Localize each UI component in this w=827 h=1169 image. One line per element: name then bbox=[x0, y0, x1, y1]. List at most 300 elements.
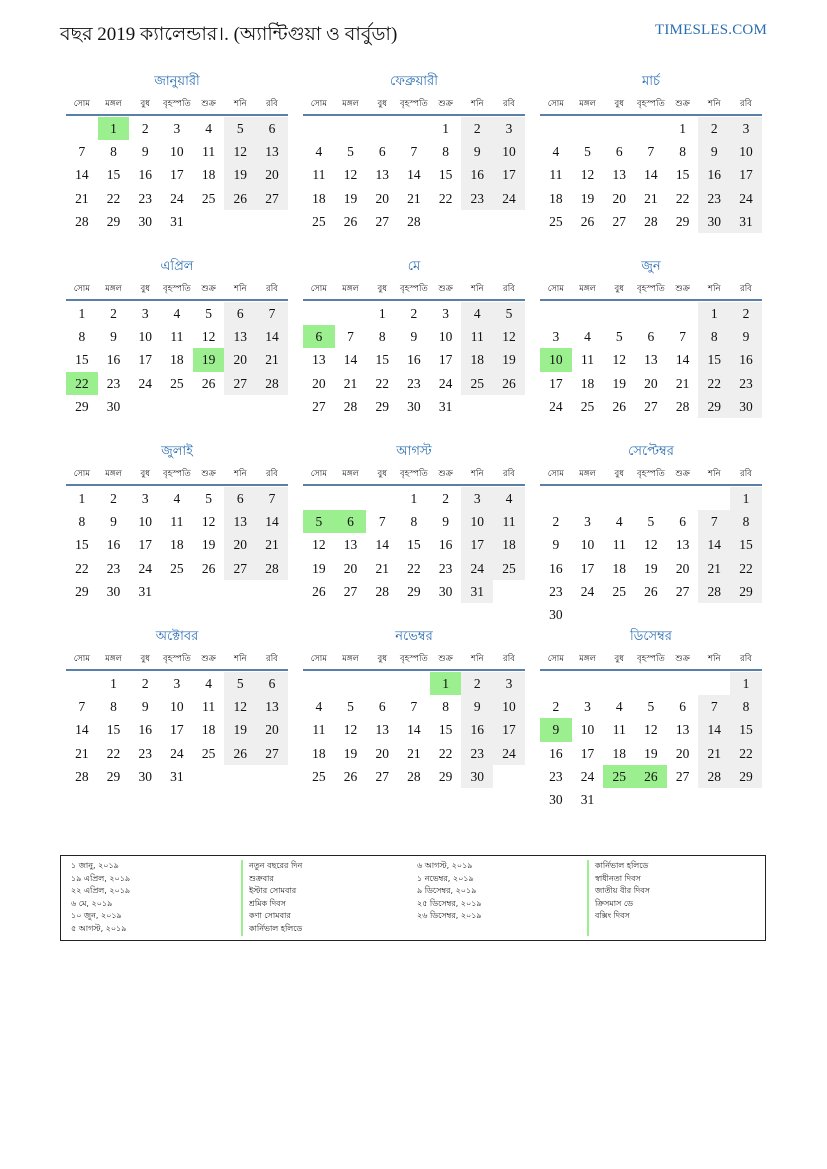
day-cell[interactable]: 12 bbox=[644, 537, 658, 553]
day-cell[interactable]: 1 bbox=[110, 676, 117, 691]
day-cell[interactable]: 30 bbox=[549, 791, 563, 807]
day-cell[interactable]: 25 bbox=[201, 745, 216, 761]
day-cell[interactable]: 29 bbox=[675, 213, 690, 229]
day-cell[interactable]: 17 bbox=[461, 533, 493, 556]
day-cell[interactable]: 22 bbox=[407, 560, 421, 576]
day-cell[interactable]: 24 bbox=[493, 742, 525, 765]
day-cell[interactable]: 20 bbox=[312, 375, 326, 391]
holiday-day-cell[interactable]: 25 bbox=[603, 765, 635, 788]
day-cell[interactable]: 17 bbox=[730, 163, 762, 186]
day-cell[interactable]: 4 bbox=[173, 306, 181, 321]
day-cell[interactable]: 22 bbox=[106, 745, 121, 761]
day-cell[interactable]: 28 bbox=[256, 372, 288, 395]
day-cell[interactable]: 27 bbox=[675, 583, 690, 599]
day-cell[interactable]: 19 bbox=[343, 190, 358, 206]
day-cell[interactable]: 31 bbox=[438, 398, 453, 414]
day-cell[interactable]: 1 bbox=[78, 491, 86, 506]
day-cell[interactable]: 23 bbox=[407, 375, 421, 391]
day-cell[interactable]: 19 bbox=[644, 745, 658, 761]
day-cell[interactable]: 15 bbox=[375, 352, 389, 368]
day-cell[interactable]: 16 bbox=[698, 163, 730, 186]
day-cell[interactable]: 10 bbox=[493, 140, 525, 163]
day-cell[interactable]: 9 bbox=[698, 140, 730, 163]
day-cell[interactable]: 30 bbox=[549, 606, 563, 622]
day-cell[interactable]: 5 bbox=[493, 302, 525, 325]
day-cell[interactable]: 29 bbox=[375, 398, 389, 414]
day-cell[interactable]: 19 bbox=[343, 745, 358, 761]
day-cell[interactable]: 28 bbox=[375, 583, 389, 599]
day-cell[interactable]: 14 bbox=[698, 533, 730, 556]
day-cell[interactable]: 13 bbox=[343, 537, 358, 553]
day-cell[interactable]: 3 bbox=[493, 117, 525, 140]
day-cell[interactable]: 1 bbox=[378, 306, 386, 321]
day-cell[interactable]: 24 bbox=[580, 768, 595, 784]
day-cell[interactable]: 30 bbox=[138, 768, 152, 784]
day-cell[interactable]: 6 bbox=[378, 144, 386, 160]
day-cell[interactable]: 11 bbox=[581, 352, 595, 368]
day-cell[interactable]: 14 bbox=[343, 352, 358, 368]
day-cell[interactable]: 9 bbox=[461, 695, 493, 718]
day-cell[interactable]: 21 bbox=[256, 533, 288, 556]
day-cell[interactable]: 26 bbox=[201, 375, 216, 391]
day-cell[interactable]: 7 bbox=[347, 329, 354, 345]
day-cell[interactable]: 18 bbox=[612, 745, 626, 761]
day-cell[interactable]: 4 bbox=[173, 491, 181, 506]
day-cell[interactable]: 17 bbox=[580, 560, 595, 576]
day-cell[interactable]: 3 bbox=[584, 514, 591, 530]
day-cell[interactable]: 26 bbox=[224, 742, 256, 765]
day-cell[interactable]: 17 bbox=[170, 167, 184, 183]
holiday-day-cell[interactable]: 10 bbox=[540, 348, 572, 371]
day-cell[interactable]: 18 bbox=[549, 190, 563, 206]
day-cell[interactable]: 22 bbox=[438, 190, 453, 206]
day-cell[interactable]: 2 bbox=[461, 117, 493, 140]
day-cell[interactable]: 24 bbox=[549, 398, 563, 414]
day-cell[interactable]: 23 bbox=[138, 190, 152, 206]
day-cell[interactable]: 31 bbox=[138, 583, 152, 599]
day-cell[interactable]: 18 bbox=[312, 190, 326, 206]
day-cell[interactable]: 16 bbox=[549, 560, 563, 576]
day-cell[interactable]: 22 bbox=[698, 372, 730, 395]
day-cell[interactable]: 7 bbox=[78, 699, 86, 715]
day-cell[interactable]: 23 bbox=[461, 742, 493, 765]
holiday-day-cell[interactable]: 22 bbox=[66, 372, 98, 395]
day-cell[interactable]: 14 bbox=[407, 722, 421, 738]
day-cell[interactable]: 18 bbox=[312, 745, 326, 761]
day-cell[interactable]: 12 bbox=[580, 167, 595, 183]
day-cell[interactable]: 5 bbox=[347, 144, 354, 160]
day-cell[interactable]: 16 bbox=[730, 348, 762, 371]
holiday-day-cell[interactable]: 26 bbox=[635, 765, 667, 788]
day-cell[interactable]: 25 bbox=[170, 375, 184, 391]
day-cell[interactable]: 13 bbox=[644, 352, 658, 368]
day-cell[interactable]: 14 bbox=[675, 352, 690, 368]
day-cell[interactable]: 28 bbox=[698, 765, 730, 788]
day-cell[interactable]: 9 bbox=[110, 514, 117, 530]
day-cell[interactable]: 4 bbox=[461, 302, 493, 325]
holiday-day-cell[interactable]: 6 bbox=[335, 510, 367, 533]
day-cell[interactable]: 16 bbox=[106, 352, 121, 368]
day-cell[interactable]: 9 bbox=[442, 514, 449, 530]
day-cell[interactable]: 17 bbox=[493, 163, 525, 186]
day-cell[interactable]: 18 bbox=[461, 348, 493, 371]
day-cell[interactable]: 23 bbox=[549, 768, 563, 784]
day-cell[interactable]: 15 bbox=[698, 348, 730, 371]
day-cell[interactable]: 20 bbox=[224, 348, 256, 371]
day-cell[interactable]: 24 bbox=[580, 583, 595, 599]
day-cell[interactable]: 20 bbox=[675, 745, 690, 761]
day-cell[interactable]: 23 bbox=[730, 372, 762, 395]
day-cell[interactable]: 5 bbox=[224, 117, 256, 140]
day-cell[interactable]: 28 bbox=[75, 213, 89, 229]
day-cell[interactable]: 19 bbox=[580, 190, 595, 206]
day-cell[interactable]: 16 bbox=[407, 352, 421, 368]
day-cell[interactable]: 24 bbox=[138, 375, 152, 391]
day-cell[interactable]: 14 bbox=[698, 718, 730, 741]
day-cell[interactable]: 3 bbox=[461, 487, 493, 510]
day-cell[interactable]: 11 bbox=[312, 722, 326, 738]
day-cell[interactable]: 6 bbox=[224, 487, 256, 510]
day-cell[interactable]: 17 bbox=[438, 352, 453, 368]
day-cell[interactable]: 29 bbox=[407, 583, 421, 599]
day-cell[interactable]: 7 bbox=[410, 144, 418, 160]
day-cell[interactable]: 11 bbox=[612, 537, 626, 553]
day-cell[interactable]: 22 bbox=[730, 742, 762, 765]
day-cell[interactable]: 2 bbox=[698, 117, 730, 140]
day-cell[interactable]: 18 bbox=[170, 537, 184, 553]
day-cell[interactable]: 31 bbox=[461, 580, 493, 603]
day-cell[interactable]: 16 bbox=[549, 745, 563, 761]
day-cell[interactable]: 12 bbox=[343, 722, 358, 738]
day-cell[interactable]: 15 bbox=[407, 537, 421, 553]
day-cell[interactable]: 29 bbox=[75, 398, 89, 414]
day-cell[interactable]: 30 bbox=[106, 398, 121, 414]
day-cell[interactable]: 27 bbox=[644, 398, 658, 414]
day-cell[interactable]: 9 bbox=[141, 699, 149, 715]
day-cell[interactable]: 30 bbox=[461, 765, 493, 788]
day-cell[interactable]: 20 bbox=[375, 745, 389, 761]
day-cell[interactable]: 24 bbox=[730, 187, 762, 210]
day-cell[interactable]: 27 bbox=[256, 742, 288, 765]
day-cell[interactable]: 1 bbox=[679, 121, 686, 136]
day-cell[interactable]: 29 bbox=[698, 395, 730, 418]
day-cell[interactable]: 21 bbox=[407, 190, 421, 206]
day-cell[interactable]: 12 bbox=[201, 514, 216, 530]
day-cell[interactable]: 7 bbox=[410, 699, 418, 715]
day-cell[interactable]: 27 bbox=[375, 768, 389, 784]
day-cell[interactable]: 9 bbox=[110, 329, 117, 345]
day-cell[interactable]: 11 bbox=[170, 514, 184, 530]
day-cell[interactable]: 22 bbox=[675, 190, 690, 206]
day-cell[interactable]: 15 bbox=[730, 718, 762, 741]
day-cell[interactable]: 4 bbox=[315, 699, 323, 715]
day-cell[interactable]: 13 bbox=[675, 537, 690, 553]
day-cell[interactable]: 25 bbox=[493, 557, 525, 580]
day-cell[interactable]: 12 bbox=[224, 695, 256, 718]
day-cell[interactable]: 23 bbox=[106, 375, 121, 391]
day-cell[interactable]: 4 bbox=[552, 144, 560, 160]
day-cell[interactable]: 15 bbox=[438, 722, 453, 738]
day-cell[interactable]: 24 bbox=[493, 187, 525, 210]
day-cell[interactable]: 30 bbox=[138, 213, 152, 229]
day-cell[interactable]: 28 bbox=[407, 768, 421, 784]
day-cell[interactable]: 1 bbox=[410, 491, 418, 506]
day-cell[interactable]: 7 bbox=[698, 510, 730, 533]
day-cell[interactable]: 15 bbox=[75, 352, 89, 368]
day-cell[interactable]: 22 bbox=[375, 375, 389, 391]
day-cell[interactable]: 31 bbox=[170, 213, 184, 229]
day-cell[interactable]: 19 bbox=[493, 348, 525, 371]
day-cell[interactable]: 2 bbox=[410, 306, 418, 321]
day-cell[interactable]: 18 bbox=[493, 533, 525, 556]
day-cell[interactable]: 13 bbox=[675, 722, 690, 738]
day-cell[interactable]: 18 bbox=[170, 352, 184, 368]
day-cell[interactable]: 16 bbox=[438, 537, 453, 553]
day-cell[interactable]: 23 bbox=[438, 560, 453, 576]
day-cell[interactable]: 23 bbox=[698, 187, 730, 210]
day-cell[interactable]: 7 bbox=[78, 144, 86, 160]
day-cell[interactable]: 3 bbox=[442, 306, 449, 321]
day-cell[interactable]: 21 bbox=[698, 557, 730, 580]
day-cell[interactable]: 12 bbox=[312, 537, 326, 553]
day-cell[interactable]: 19 bbox=[312, 560, 326, 576]
day-cell[interactable]: 6 bbox=[256, 117, 288, 140]
day-cell[interactable]: 25 bbox=[461, 372, 493, 395]
day-cell[interactable]: 10 bbox=[170, 144, 184, 160]
day-cell[interactable]: 28 bbox=[698, 580, 730, 603]
day-cell[interactable]: 7 bbox=[647, 144, 655, 160]
day-cell[interactable]: 6 bbox=[679, 699, 686, 715]
day-cell[interactable]: 3 bbox=[173, 121, 181, 136]
day-cell[interactable]: 11 bbox=[170, 329, 184, 345]
day-cell[interactable]: 12 bbox=[644, 722, 658, 738]
day-cell[interactable]: 30 bbox=[407, 398, 421, 414]
day-cell[interactable]: 7 bbox=[256, 302, 288, 325]
day-cell[interactable]: 6 bbox=[224, 302, 256, 325]
day-cell[interactable]: 10 bbox=[170, 699, 184, 715]
day-cell[interactable]: 20 bbox=[375, 190, 389, 206]
day-cell[interactable]: 16 bbox=[106, 537, 121, 553]
day-cell[interactable]: 18 bbox=[201, 722, 216, 738]
day-cell[interactable]: 18 bbox=[201, 167, 216, 183]
day-cell[interactable]: 27 bbox=[312, 398, 326, 414]
day-cell[interactable]: 6 bbox=[679, 514, 686, 530]
day-cell[interactable]: 17 bbox=[170, 722, 184, 738]
day-cell[interactable]: 8 bbox=[110, 699, 117, 715]
day-cell[interactable]: 27 bbox=[256, 187, 288, 210]
day-cell[interactable]: 8 bbox=[730, 510, 762, 533]
day-cell[interactable]: 29 bbox=[438, 768, 453, 784]
day-cell[interactable]: 30 bbox=[698, 210, 730, 233]
day-cell[interactable]: 2 bbox=[552, 514, 560, 530]
day-cell[interactable]: 28 bbox=[675, 398, 690, 414]
day-cell[interactable]: 29 bbox=[106, 213, 121, 229]
day-cell[interactable]: 13 bbox=[256, 140, 288, 163]
day-cell[interactable]: 31 bbox=[170, 768, 184, 784]
day-cell[interactable]: 3 bbox=[141, 491, 149, 506]
day-cell[interactable]: 10 bbox=[580, 537, 595, 553]
day-cell[interactable]: 20 bbox=[256, 163, 288, 186]
day-cell[interactable]: 28 bbox=[75, 768, 89, 784]
day-cell[interactable]: 24 bbox=[170, 190, 184, 206]
day-cell[interactable]: 4 bbox=[615, 514, 623, 530]
day-cell[interactable]: 1 bbox=[730, 672, 762, 695]
day-cell[interactable]: 1 bbox=[698, 302, 730, 325]
day-cell[interactable]: 13 bbox=[224, 510, 256, 533]
holiday-day-cell[interactable]: 1 bbox=[98, 117, 130, 140]
day-cell[interactable]: 10 bbox=[438, 329, 453, 345]
holiday-day-cell[interactable]: 19 bbox=[193, 348, 225, 371]
day-cell[interactable]: 24 bbox=[438, 375, 453, 391]
day-cell[interactable]: 27 bbox=[612, 213, 626, 229]
day-cell[interactable]: 19 bbox=[612, 375, 626, 391]
day-cell[interactable]: 26 bbox=[493, 372, 525, 395]
day-cell[interactable]: 9 bbox=[141, 144, 149, 160]
day-cell[interactable]: 18 bbox=[612, 560, 626, 576]
day-cell[interactable]: 4 bbox=[205, 676, 212, 691]
day-cell[interactable]: 25 bbox=[312, 213, 326, 229]
day-cell[interactable]: 26 bbox=[612, 398, 626, 414]
day-cell[interactable]: 5 bbox=[647, 514, 655, 530]
day-cell[interactable]: 2 bbox=[461, 672, 493, 695]
day-cell[interactable]: 26 bbox=[312, 583, 326, 599]
day-cell[interactable]: 26 bbox=[644, 583, 658, 599]
day-cell[interactable]: 8 bbox=[378, 329, 386, 345]
day-cell[interactable]: 8 bbox=[698, 325, 730, 348]
day-cell[interactable]: 27 bbox=[343, 583, 358, 599]
day-cell[interactable]: 29 bbox=[730, 765, 762, 788]
day-cell[interactable]: 17 bbox=[549, 375, 563, 391]
brand-link[interactable]: TIMESLES.COM bbox=[655, 22, 767, 38]
day-cell[interactable]: 27 bbox=[224, 372, 256, 395]
day-cell[interactable]: 20 bbox=[644, 375, 658, 391]
day-cell[interactable]: 11 bbox=[493, 510, 525, 533]
day-cell[interactable]: 6 bbox=[615, 144, 623, 160]
day-cell[interactable]: 7 bbox=[256, 487, 288, 510]
day-cell[interactable]: 14 bbox=[75, 722, 89, 738]
day-cell[interactable]: 4 bbox=[315, 144, 323, 160]
day-cell[interactable]: 7 bbox=[679, 329, 686, 345]
day-cell[interactable]: 25 bbox=[612, 583, 626, 599]
day-cell[interactable]: 5 bbox=[347, 699, 354, 715]
day-cell[interactable]: 10 bbox=[461, 510, 493, 533]
day-cell[interactable]: 21 bbox=[375, 560, 389, 576]
day-cell[interactable]: 10 bbox=[138, 329, 152, 345]
holiday-day-cell[interactable]: 5 bbox=[303, 510, 335, 533]
day-cell[interactable]: 9 bbox=[461, 140, 493, 163]
day-cell[interactable]: 11 bbox=[202, 699, 216, 715]
day-cell[interactable]: 14 bbox=[75, 167, 89, 183]
day-cell[interactable]: 2 bbox=[110, 491, 117, 506]
day-cell[interactable]: 26 bbox=[343, 768, 358, 784]
day-cell[interactable]: 8 bbox=[442, 144, 449, 160]
day-cell[interactable]: 31 bbox=[730, 210, 762, 233]
day-cell[interactable]: 11 bbox=[549, 167, 563, 183]
day-cell[interactable]: 30 bbox=[438, 583, 453, 599]
day-cell[interactable]: 29 bbox=[106, 768, 121, 784]
day-cell[interactable]: 1 bbox=[78, 306, 86, 321]
day-cell[interactable]: 14 bbox=[644, 167, 658, 183]
day-cell[interactable]: 6 bbox=[378, 699, 386, 715]
day-cell[interactable]: 3 bbox=[493, 672, 525, 695]
day-cell[interactable]: 18 bbox=[580, 375, 595, 391]
day-cell[interactable]: 26 bbox=[224, 187, 256, 210]
day-cell[interactable]: 6 bbox=[256, 672, 288, 695]
day-cell[interactable]: 16 bbox=[138, 167, 152, 183]
day-cell[interactable]: 14 bbox=[256, 325, 288, 348]
day-cell[interactable]: 15 bbox=[675, 167, 690, 183]
day-cell[interactable]: 21 bbox=[698, 742, 730, 765]
day-cell[interactable]: 1 bbox=[442, 121, 449, 136]
day-cell[interactable]: 22 bbox=[730, 557, 762, 580]
day-cell[interactable]: 15 bbox=[106, 167, 121, 183]
day-cell[interactable]: 8 bbox=[410, 514, 418, 530]
day-cell[interactable]: 19 bbox=[201, 537, 216, 553]
day-cell[interactable]: 14 bbox=[375, 537, 389, 553]
day-cell[interactable]: 4 bbox=[615, 699, 623, 715]
day-cell[interactable]: 2 bbox=[141, 121, 149, 136]
day-cell[interactable]: 22 bbox=[438, 745, 453, 761]
day-cell[interactable]: 9 bbox=[730, 325, 762, 348]
day-cell[interactable]: 19 bbox=[644, 560, 658, 576]
day-cell[interactable]: 30 bbox=[106, 583, 121, 599]
day-cell[interactable]: 10 bbox=[730, 140, 762, 163]
day-cell[interactable]: 21 bbox=[407, 745, 421, 761]
day-cell[interactable]: 5 bbox=[205, 491, 212, 506]
day-cell[interactable]: 12 bbox=[201, 329, 216, 345]
day-cell[interactable]: 7 bbox=[698, 695, 730, 718]
day-cell[interactable]: 3 bbox=[141, 306, 149, 321]
day-cell[interactable]: 27 bbox=[224, 557, 256, 580]
day-cell[interactable]: 21 bbox=[644, 190, 658, 206]
day-cell[interactable]: 22 bbox=[106, 190, 121, 206]
day-cell[interactable]: 11 bbox=[312, 167, 326, 183]
day-cell[interactable]: 8 bbox=[679, 144, 686, 160]
day-cell[interactable]: 10 bbox=[580, 722, 595, 738]
day-cell[interactable]: 20 bbox=[224, 533, 256, 556]
day-cell[interactable]: 28 bbox=[407, 213, 421, 229]
day-cell[interactable]: 24 bbox=[138, 560, 152, 576]
day-cell[interactable]: 4 bbox=[205, 121, 212, 136]
day-cell[interactable]: 25 bbox=[170, 560, 184, 576]
day-cell[interactable]: 21 bbox=[256, 348, 288, 371]
day-cell[interactable]: 31 bbox=[580, 791, 595, 807]
day-cell[interactable]: 5 bbox=[615, 329, 623, 345]
day-cell[interactable]: 5 bbox=[205, 306, 212, 321]
day-cell[interactable]: 15 bbox=[730, 533, 762, 556]
day-cell[interactable]: 21 bbox=[75, 745, 89, 761]
day-cell[interactable]: 2 bbox=[110, 306, 117, 321]
day-cell[interactable]: 6 bbox=[647, 329, 655, 345]
day-cell[interactable]: 3 bbox=[584, 699, 591, 715]
day-cell[interactable]: 15 bbox=[75, 537, 89, 553]
day-cell[interactable]: 8 bbox=[110, 144, 117, 160]
day-cell[interactable]: 27 bbox=[675, 768, 690, 784]
day-cell[interactable]: 7 bbox=[378, 514, 386, 530]
day-cell[interactable]: 23 bbox=[461, 187, 493, 210]
day-cell[interactable]: 14 bbox=[407, 167, 421, 183]
day-cell[interactable]: 5 bbox=[224, 672, 256, 695]
day-cell[interactable]: 21 bbox=[675, 375, 690, 391]
day-cell[interactable]: 4 bbox=[493, 487, 525, 510]
day-cell[interactable]: 23 bbox=[106, 560, 121, 576]
day-cell[interactable]: 26 bbox=[580, 213, 595, 229]
day-cell[interactable]: 25 bbox=[580, 398, 595, 414]
day-cell[interactable]: 3 bbox=[552, 329, 560, 345]
day-cell[interactable]: 13 bbox=[375, 167, 389, 183]
day-cell[interactable]: 2 bbox=[442, 491, 449, 506]
day-cell[interactable]: 28 bbox=[256, 557, 288, 580]
